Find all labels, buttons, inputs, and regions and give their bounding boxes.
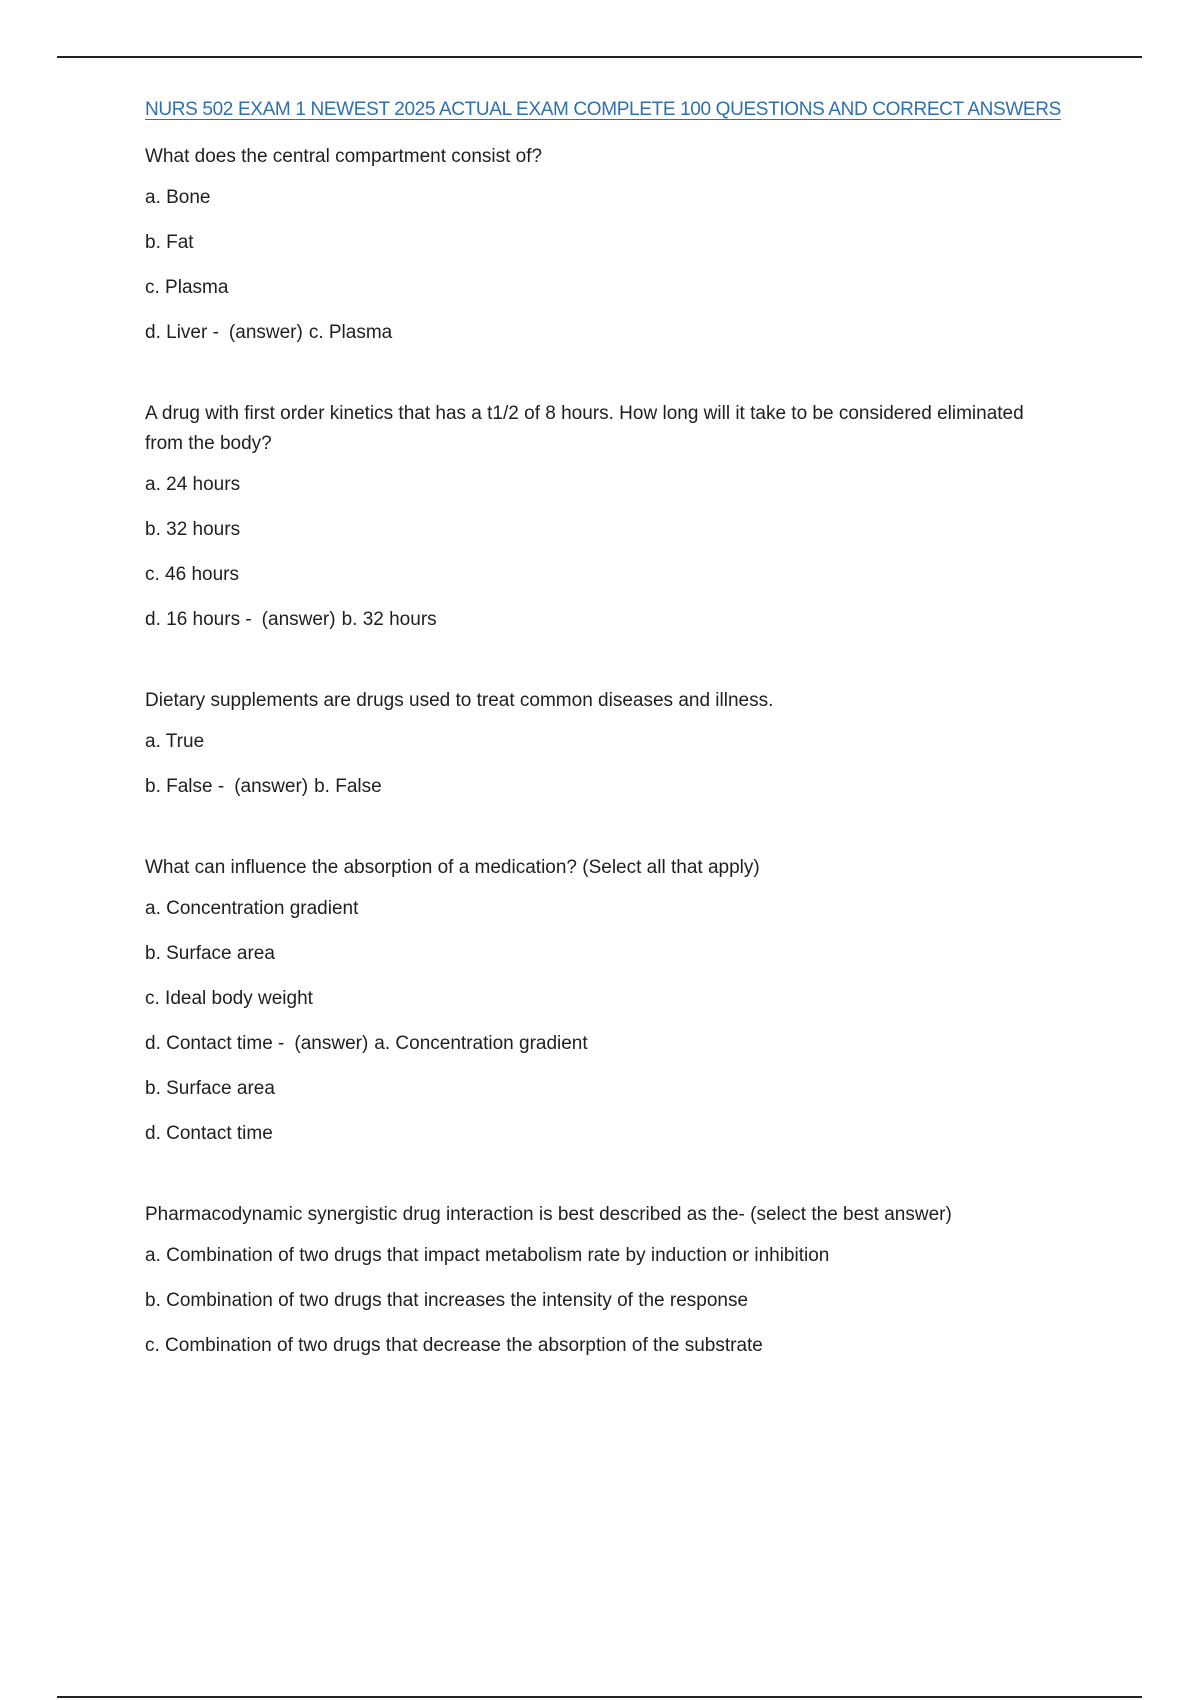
question-text: Dietary supplements are drugs used to treat common diseases and illness. bbox=[145, 690, 774, 711]
option-item: c. Ideal body weight bbox=[145, 988, 313, 1009]
question-text: What can influence the absorption of a medication? (Select all that apply) bbox=[145, 857, 760, 878]
option-item-with-answer bbox=[145, 775, 1065, 799]
option-item: a. True bbox=[145, 731, 205, 752]
answer-label: (answer) bbox=[234, 776, 309, 797]
option-item: a. Concentration gradient bbox=[145, 898, 359, 919]
answer-label: (answer) bbox=[261, 609, 336, 630]
option-item: a. 24 hours bbox=[145, 474, 241, 495]
document-body bbox=[145, 98, 1065, 1412]
option-item: c. Plasma bbox=[145, 277, 229, 298]
answer-continuation: d. Contact time bbox=[145, 1123, 273, 1144]
option-text: d. Contact time - bbox=[145, 1033, 285, 1054]
question-block bbox=[145, 853, 1065, 1146]
option-item-with-answer bbox=[145, 1032, 1065, 1056]
option-item: b. Surface area bbox=[145, 943, 275, 964]
option-text: b. False - bbox=[145, 776, 225, 797]
option-text: d. Liver - bbox=[145, 322, 219, 343]
answer-label: (answer) bbox=[228, 322, 303, 343]
answer-label: (answer) bbox=[294, 1033, 369, 1054]
option-item-with-answer bbox=[145, 608, 1065, 632]
bottom-rule bbox=[57, 1696, 1142, 1698]
option-text: d. 16 hours - bbox=[145, 609, 252, 630]
question-block bbox=[145, 1200, 1065, 1358]
answer-value: b. False bbox=[314, 776, 382, 797]
question-block bbox=[145, 142, 1065, 345]
answer-value: b. 32 hours bbox=[341, 609, 437, 630]
document-title[interactable]: NURS 502 EXAM 1 NEWEST 2025 ACTUAL EXAM COMPLETE 100 QUESTIONS AND CORRECT ANSWERS bbox=[145, 99, 1061, 120]
answer-value: a. Concentration gradient bbox=[374, 1033, 588, 1054]
option-item: b. Fat bbox=[145, 232, 194, 253]
option-item: c. Combination of two drugs that decrease the absorption of the substrate bbox=[145, 1335, 763, 1356]
option-item: a. Bone bbox=[145, 187, 211, 208]
top-rule bbox=[57, 56, 1142, 58]
option-item: c. 46 hours bbox=[145, 564, 239, 585]
answer-value: c. Plasma bbox=[308, 322, 393, 343]
option-item: b. 32 hours bbox=[145, 519, 241, 540]
question-text: A drug with first order kinetics that has a t1/2 of 8 hours. How long will it take to be considered eliminated from the body? bbox=[145, 403, 1024, 454]
question-block bbox=[145, 399, 1065, 632]
question-text: Pharmacodynamic synergistic drug interaction is best described as the- (select the best answer) bbox=[145, 1204, 952, 1225]
answer-continuation: b. Surface area bbox=[145, 1078, 275, 1099]
option-item-with-answer bbox=[145, 321, 1065, 345]
question-block bbox=[145, 686, 1065, 799]
question-text: What does the central compartment consist of? bbox=[145, 146, 543, 167]
option-item: a. Combination of two drugs that impact metabolism rate by induction or inhibition bbox=[145, 1245, 830, 1266]
option-item: b. Combination of two drugs that increases the intensity of the response bbox=[145, 1290, 749, 1311]
